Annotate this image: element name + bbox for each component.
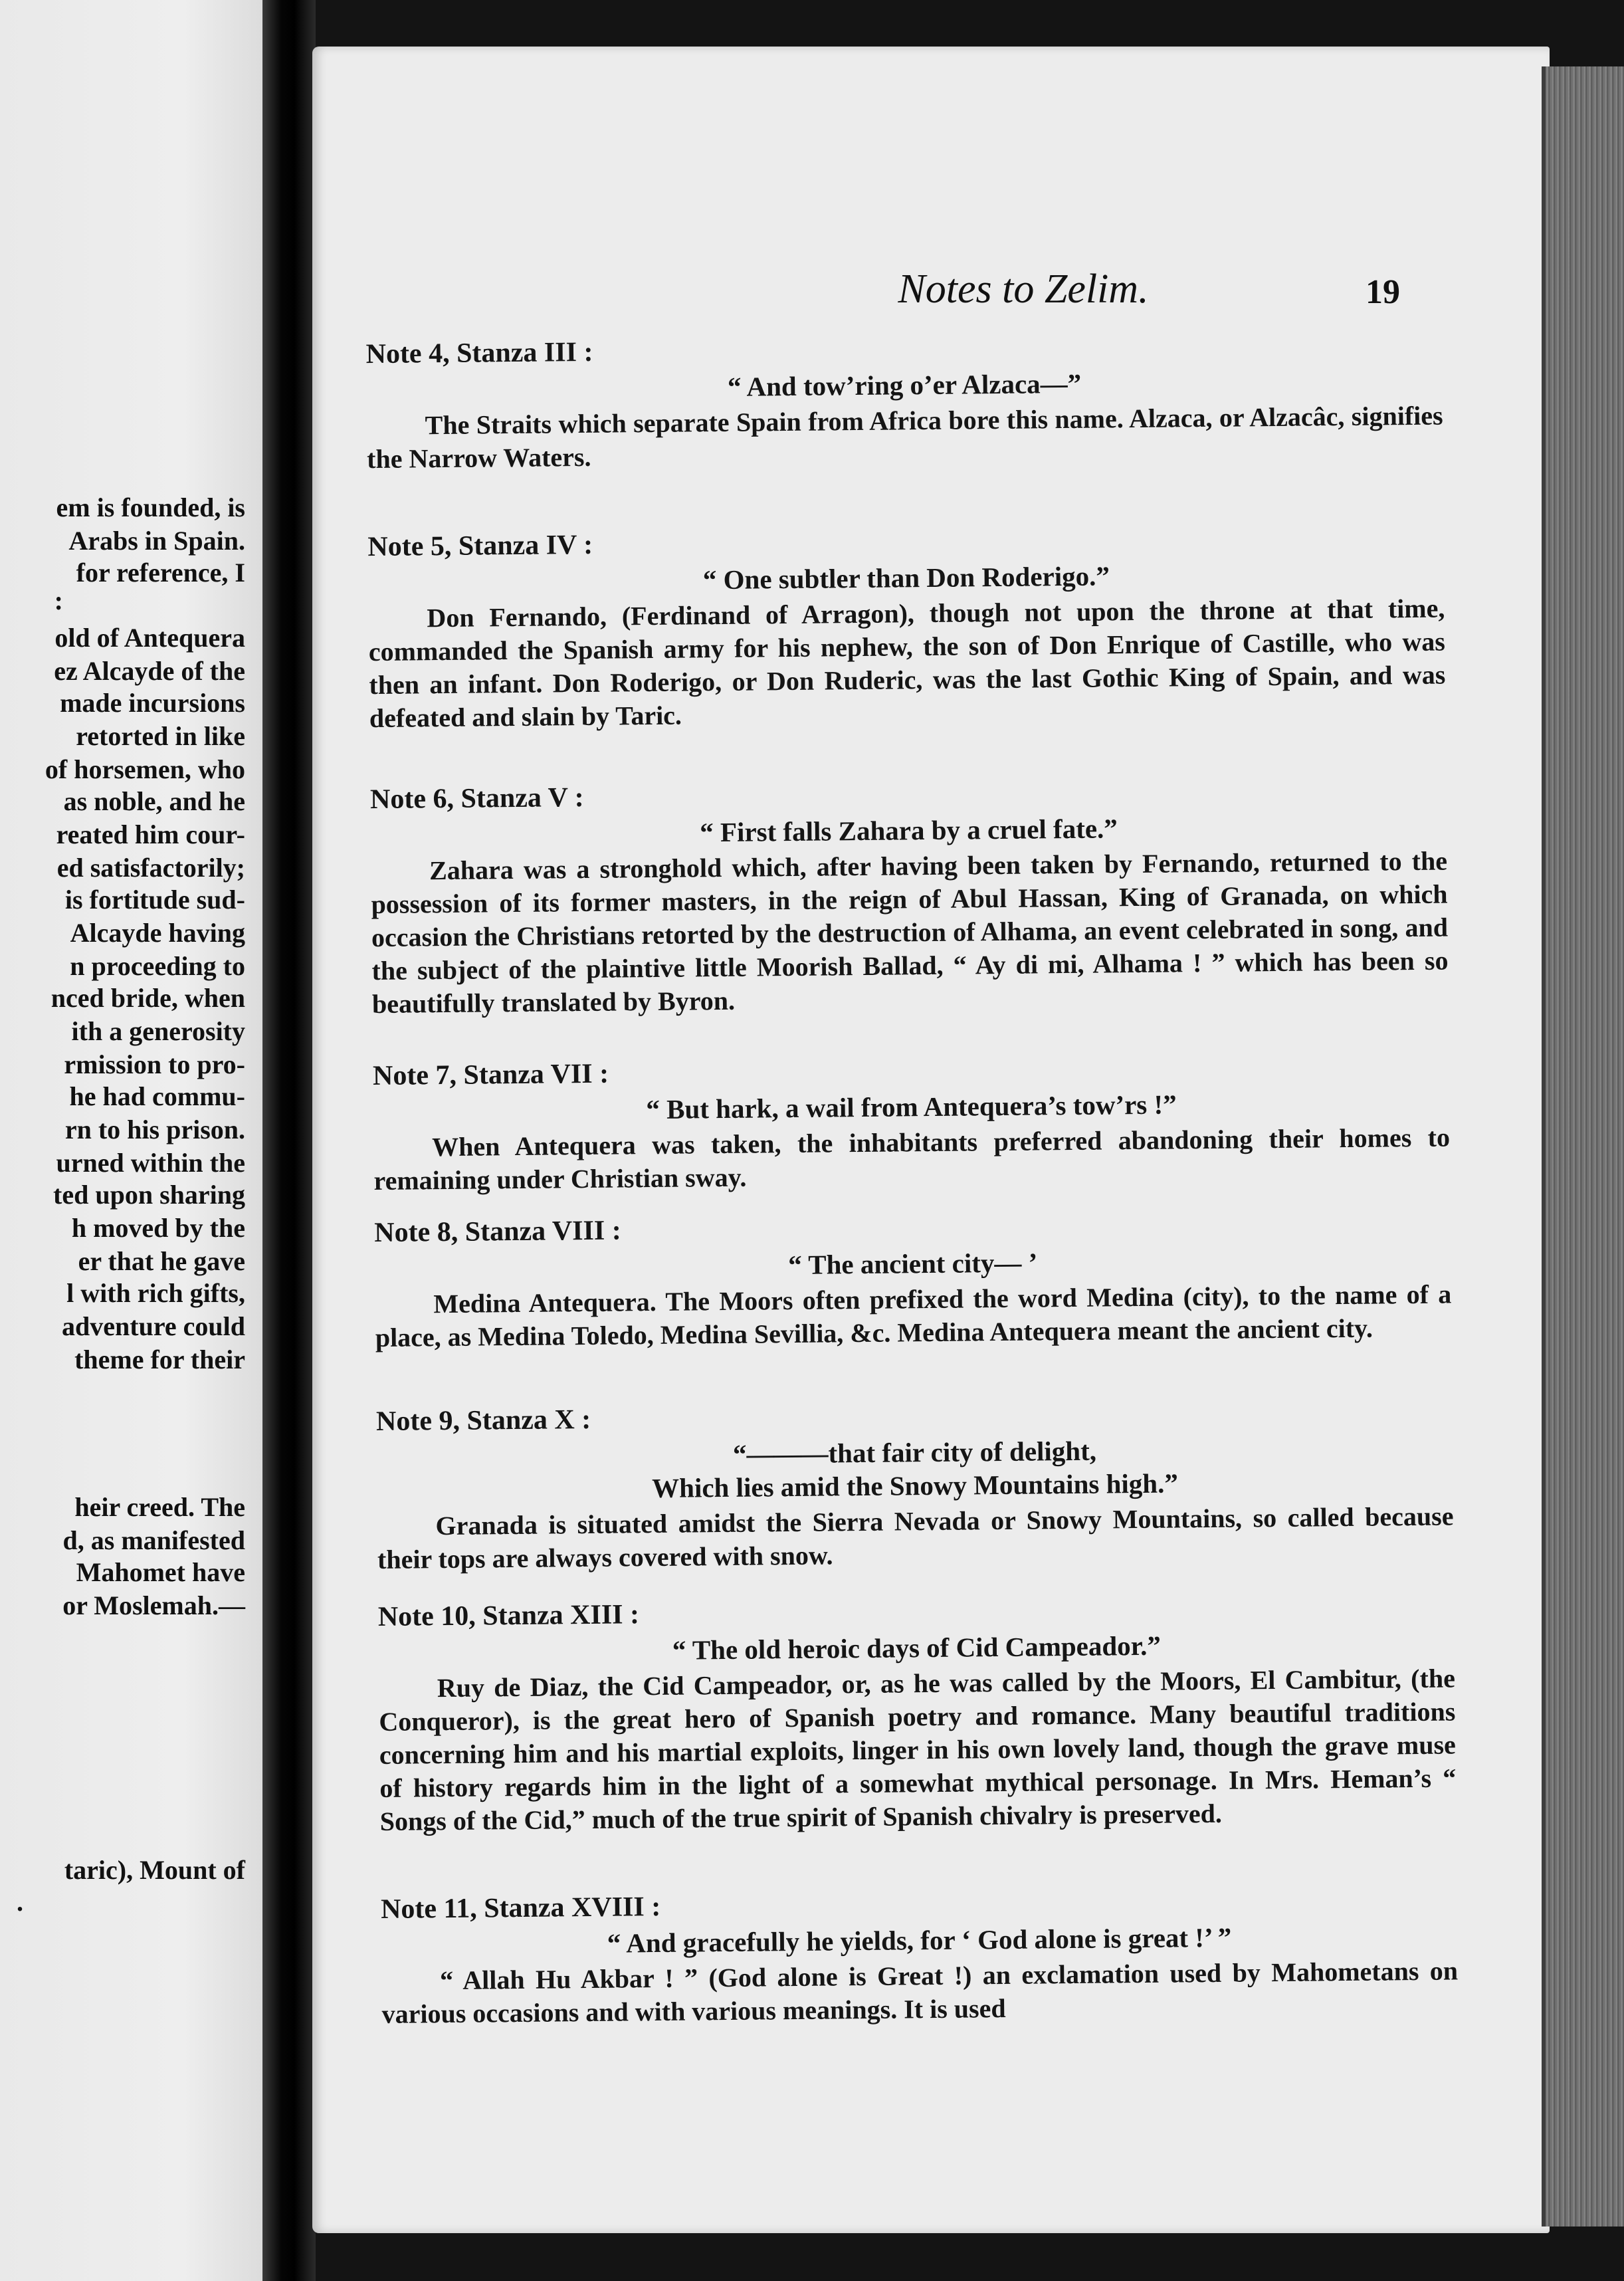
left-page-line: is fortitude sud- [64, 885, 245, 915]
left-page-line: for reference, I [76, 558, 245, 588]
note-heading: Note 8, Stanza VIII : [374, 1215, 621, 1249]
left-page-line: rmission to pro- [64, 1049, 245, 1079]
left-page-line: d, as manifested [62, 1525, 245, 1555]
note-heading: Note 11, Stanza XVIII : [380, 1891, 661, 1925]
left-page-line: er that he gave [78, 1246, 245, 1276]
note-heading: Note 5, Stanza IV : [367, 529, 593, 563]
left-page-line: taric), Mount of [64, 1855, 245, 1885]
left-page-line: or Moslemah.— [62, 1590, 245, 1620]
note-body: Zahara was a stronghold which, after having been taken by Fernando, returned to the possession of its former masters, in the reign of Abul Hassan, King of Granada, on which occasion the Christians retorted by the destruction of Alhama, an event celebrated in song, and the subject of the plaintive little Moorish Ballad, “ Ay di mi, Alhama ! ” which has been so beautifully translated by Byron. [371, 845, 1449, 1020]
left-page-fragment [0, 0, 262, 2281]
note-6 [370, 773, 1449, 1022]
left-page-line: : [54, 586, 63, 615]
left-page-line: of horsemen, who [45, 754, 245, 784]
left-page-line: l with rich gifts, [66, 1278, 245, 1308]
left-page-line: h moved by the [71, 1213, 245, 1243]
note-quote: “ But hark, a wail from Antequera’s tow’rs !” [646, 1089, 1177, 1125]
notes-section [312, 47, 1550, 2233]
note-quote: “ One subtler than Don Roderigo.” [702, 560, 1110, 596]
note-quote: “ The old heroic days of Cid Campeador.” [672, 1630, 1162, 1666]
left-page-line: rn to his prison. [64, 1115, 245, 1144]
left-page-line: Alcayde having [70, 918, 245, 948]
note-heading: Note 10, Stanza XIII : [377, 1599, 640, 1633]
page-edges [1542, 66, 1624, 2227]
note-body: “ Allah Hu Akbar ! ” (God alone is Great !) an exclamation used by Mahometans on various occasions and with various meanings. It is used [381, 1955, 1459, 2029]
left-page-line: ed satisfactorily; [56, 853, 245, 883]
note-quote: “ And tow’ring o’er Alzaca—” [727, 368, 1082, 402]
note-quote-line: Which lies amid the Snowy Mountains high.” [651, 1467, 1179, 1504]
note-5 [367, 520, 1446, 736]
left-page-line: Arabs in Spain. [68, 526, 245, 556]
note-8 [374, 1206, 1452, 1355]
left-page-line: urned within the [56, 1148, 245, 1178]
book-gutter [262, 0, 316, 2281]
note-heading: Note 7, Stanza VII : [372, 1058, 609, 1092]
page-number: 19 [1366, 273, 1400, 311]
left-page-line: adventure could [62, 1311, 245, 1341]
note-body: When Antequera was taken, the inhabitants preferred abandoning their homes to remaining under Christian sway. [373, 1122, 1451, 1196]
left-page-line: theme for their [74, 1345, 245, 1374]
note-body: Ruy de Diaz, the Cid Campeador, or, as he was called by the Moors, El Cambitur, (the Conqueror), is the great hero of Spanish poetry and romance. Many beautiful traditions concerning him and his martial exploits, linger in his own lovely land, though the grave muse of history regards him in the light of a somewhat mythical personage. In Mrs. Heman’s “ Songs of the Cid,” much of the true spirit of Spanish chivalry is preserved. [379, 1663, 1457, 1837]
left-page-line: nced bride, when [51, 983, 245, 1013]
left-page-line: em is founded, is [56, 492, 245, 522]
left-page-line: heir creed. The [74, 1492, 245, 1522]
note-11 [381, 1882, 1459, 2031]
note-7 [373, 1049, 1451, 1198]
left-page-line: made incursions [60, 688, 245, 718]
note-body: Don Fernando, (Ferdinand of Arragon), though not upon the throne at that time, commanded the Spanish army for his nephew, the son of Don Enrique of Castille, who was then an infant. Don Roderigo, or Don Ruderic, was the last Gothic King of Spain, and was defeated and slain by Taric. [368, 593, 1446, 734]
note-body: Granada is situated amidst the Sierra Nevada or Snowy Mountains, so called because their tops are always covered with snow. [377, 1501, 1454, 1575]
left-page-line: ith a generosity [71, 1016, 245, 1046]
right-page [312, 47, 1550, 2233]
note-body: Medina Antequera. The Moors often prefixed the word Medina (city), to the name of a place, as Medina Toledo, Medina Sevillia, &c. Medina Antequera meant the ancient city. [375, 1279, 1452, 1353]
note-heading: Note 4, Stanza III : [365, 336, 593, 370]
note-quote: “ The ancient city— ’ [788, 1247, 1038, 1281]
note-body: The Straits which separate Spain from Africa bore this name. Alzaca, or Alzacâc, signifies the Narrow Waters. [366, 400, 1443, 475]
note-10 [378, 1590, 1457, 1838]
note-heading: Note 6, Stanza V : [369, 782, 584, 815]
left-page-line: he had commu- [69, 1081, 245, 1111]
left-page-line: ez Alcayde of the [54, 656, 245, 686]
left-page-line: . [17, 1887, 23, 1917]
note-heading: Note 9, Stanza X : [375, 1404, 591, 1438]
note-quote: “ And gracefully he yields, for ‘ God alone is great !’ ” [607, 1921, 1232, 1959]
note-9 [376, 1394, 1454, 1576]
left-page-line: n proceeding to [70, 951, 245, 981]
left-page-line: reated him cour- [56, 819, 245, 849]
running-head: Notes to Zelim. [898, 267, 1149, 312]
note-quote-line: “———that fair city of delight, [732, 1435, 1097, 1469]
left-page-line: as noble, and he [63, 786, 245, 816]
note-quote: “ First falls Zahara by a cruel fate.” [700, 813, 1118, 848]
left-page-line: retorted in like [76, 721, 245, 751]
note-4 [365, 328, 1443, 477]
left-page-line: old of Antequera [54, 623, 245, 653]
note-quote [376, 1430, 1453, 1507]
left-page-line: Mahomet have [76, 1557, 245, 1587]
left-page-line: ted upon sharing [53, 1180, 245, 1210]
